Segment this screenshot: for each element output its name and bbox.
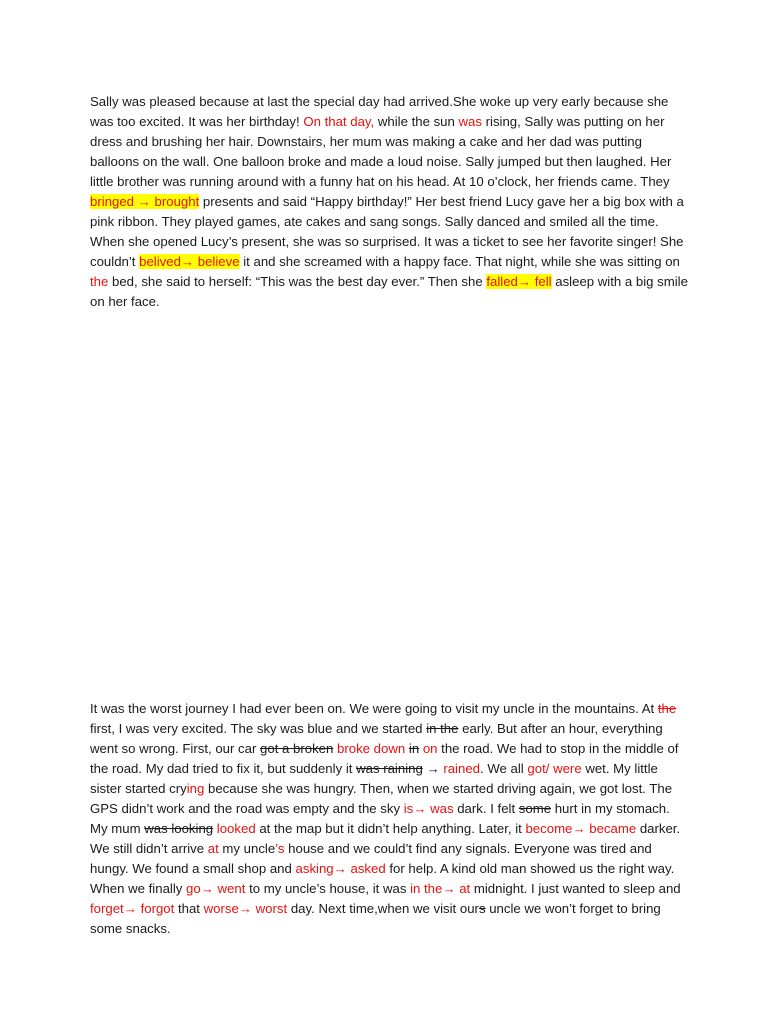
text-run: the road. We had to stop in the middle of the road. My dad tried to fix it, but suddenly it xyxy=(90,741,679,776)
correction-text: got/ were xyxy=(527,761,582,776)
text-run: hurt in my stomach. My mum xyxy=(90,801,670,836)
text-run: it and she screamed with a happy face. That night, while she was sitting on xyxy=(239,254,680,269)
text-run: → xyxy=(422,761,444,776)
correction-text: broke down xyxy=(337,741,406,756)
struck-text: some xyxy=(518,801,552,816)
text-run: bed, she said to herself: “This was the best day ever.” Then she xyxy=(108,274,487,289)
correction-text: asking→ asked xyxy=(295,861,386,876)
highlighted-correction: falled→ fell xyxy=(486,274,552,289)
correction-text: in the→ at xyxy=(410,881,471,896)
text-run: rising, Sally was putting on her dress and brushing her hair. Downstairs, her mum was making a cake and her dad was putting balloons on the wall. One balloon broke and made a loud noise. Sally jumped but then laughed. Her little brother was running around with a funny hat on his head. At 10 o’clock, her friends came. They xyxy=(90,114,672,189)
text-run: first, I was very excited. The sky was blue and we started xyxy=(90,721,427,736)
struck-correction: the xyxy=(657,701,677,716)
correction-text: On that day, xyxy=(303,114,375,129)
text-run: at the map but it didn’t help anything. Later, it xyxy=(255,821,526,836)
text-run: to my uncle’s house, it was xyxy=(245,881,411,896)
correction-text: ing xyxy=(186,781,205,796)
text-run: midnight. I just wanted to sleep and xyxy=(470,881,681,896)
text-run: my uncle xyxy=(218,841,276,856)
correction-text: ’s xyxy=(275,841,285,856)
correction-text: worse→ worst xyxy=(203,901,288,916)
correction-text: on xyxy=(422,741,438,756)
text-run: It was the worst journey I had ever been on. We were going to visit my uncle in the mountains. At xyxy=(90,701,658,716)
correction-text: was xyxy=(458,114,482,129)
story-paragraph-journey xyxy=(90,699,690,939)
struck-text: in the xyxy=(426,721,459,736)
struck-text: was raining xyxy=(356,761,423,776)
text-run: Sally was pleased because at last the special day had arrived.She woke up very early because she was too excited. It was her birthday! xyxy=(90,94,669,129)
correction-text: looked xyxy=(216,821,256,836)
correction-text: go→ went xyxy=(186,881,246,896)
highlighted-correction: belived→ believe xyxy=(139,254,240,269)
text-run: wet. My little sister started cry xyxy=(90,761,658,796)
correction-text: is→ was xyxy=(403,801,454,816)
struck-text: was looking xyxy=(144,821,214,836)
correction-text: become→ became xyxy=(525,821,637,836)
text-run: presents and said “Happy birthday!” Her best friend Lucy gave her a big box with a pink ribbon. They played games, ate cakes and sang songs. Sally danced and smiled all the time. When she opened Lucy’s present, she was so surprised. It was a ticket to see her favorite singer! She couldn’t xyxy=(90,194,684,269)
text-run: uncle we won’t forget to bring some snacks. xyxy=(90,901,661,936)
correction-text: the xyxy=(90,274,109,289)
text-run: dark. I felt xyxy=(453,801,519,816)
correction-text: forget→ forgot xyxy=(90,901,175,916)
text-run: asleep with a big smile on her face. xyxy=(90,274,688,309)
struck-text: s xyxy=(478,901,486,916)
text-run: for help. A kind old man showed us the right way. When we finally xyxy=(90,861,675,896)
correction-text: rained xyxy=(443,761,480,776)
text-run: darker. We still didn’t arrive xyxy=(90,821,681,856)
struck-text: in xyxy=(408,741,420,756)
text-run: house and we could’t find any signals. Everyone was tired and hungy. We found a small shop and xyxy=(90,841,652,876)
text-run: because she was hungry. Then, when we started driving again, we got lost. The GPS didn’t work and the road was empty and the sky xyxy=(90,781,673,816)
struck-text: got a broken xyxy=(260,741,334,756)
story-paragraph-birthday xyxy=(90,92,690,312)
correction-text: at xyxy=(207,841,219,856)
text-run: while the sun xyxy=(374,114,459,129)
highlighted-correction: bringed → brought xyxy=(90,194,200,209)
text-run: early. But after an hour, everything went so wrong. First, our car xyxy=(90,721,663,756)
text-run: . We all xyxy=(480,761,528,776)
text-run: day. Next time,when we visit our xyxy=(287,901,479,916)
text-run: that xyxy=(174,901,204,916)
